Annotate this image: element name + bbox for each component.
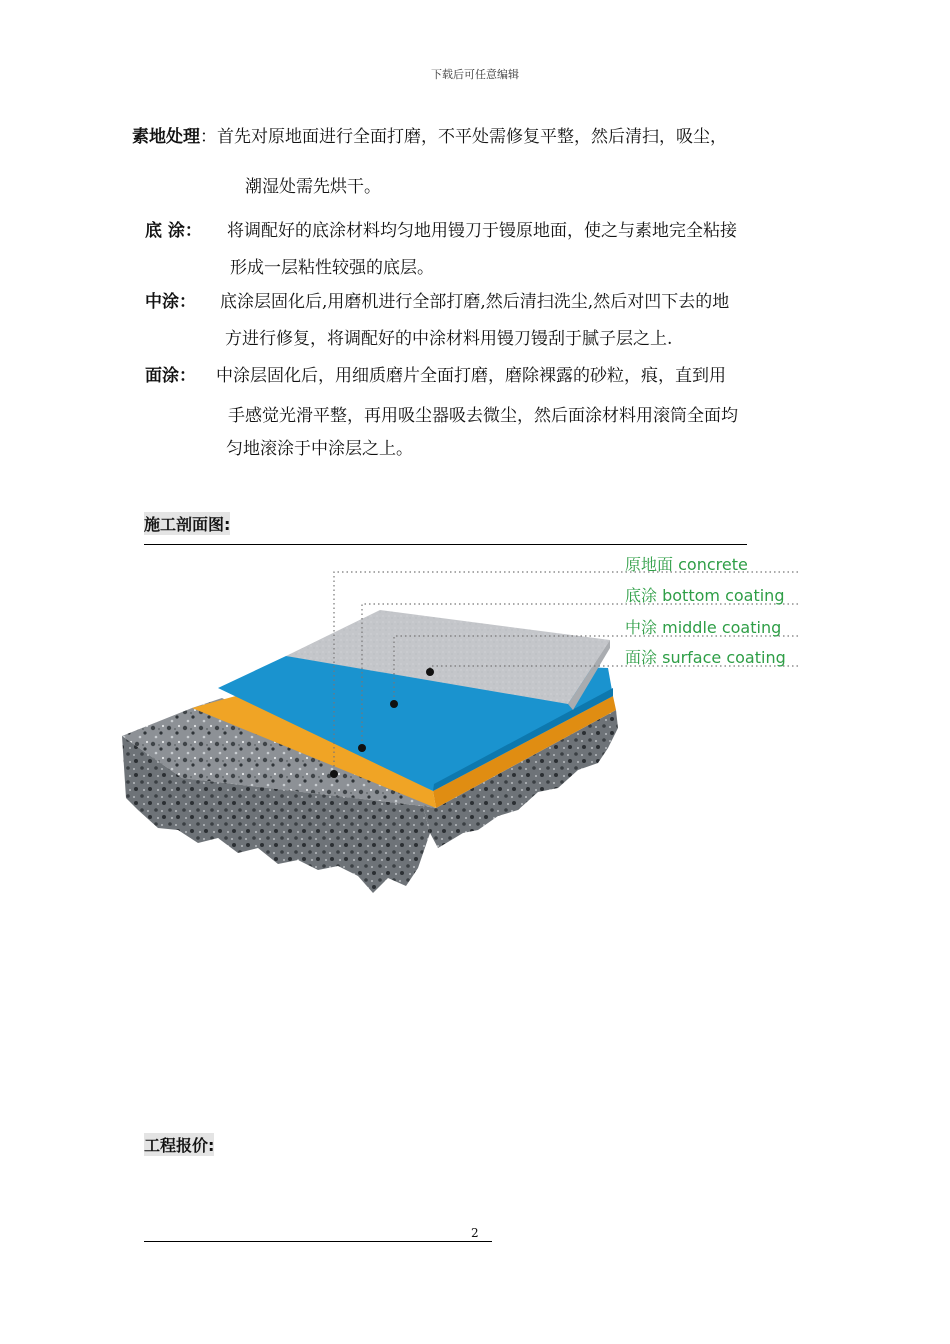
step-1-text-2: 潮湿处需先烘干。 xyxy=(245,177,381,197)
dot-middle xyxy=(390,700,398,708)
step-2-label: 底 涂： xyxy=(145,221,202,241)
legend-middle-coating: 中涂 middle coating xyxy=(625,618,782,637)
page-number: 2 xyxy=(471,1226,479,1240)
step-2-text-2: 形成一层粘性较强的底层。 xyxy=(230,258,434,278)
diagram-section-title: 施工剖面图: xyxy=(144,512,230,535)
step-1-line-1 xyxy=(132,127,727,147)
legend-bottom-coating: 底涂 bottom coating xyxy=(625,586,785,605)
step-2-text-1: 将调配好的底涂材料均匀地用镘刀于镘原地面，使之与素地完全粘接 xyxy=(227,221,737,241)
legend-surface-coating: 面涂 surface coating xyxy=(625,648,786,667)
quote-section-title: 工程报价: xyxy=(144,1133,214,1156)
step-1-colon: ： xyxy=(200,127,217,147)
step-1-text-1: 首先对原地面进行全面打磨，不平处需修复平整，然后清扫，吸尘， xyxy=(217,127,727,147)
dot-surface xyxy=(426,668,434,676)
step-1-label: 素地处理 xyxy=(132,127,200,147)
section-divider xyxy=(144,544,747,545)
footer-rule xyxy=(144,1241,492,1242)
step-3-text-2: 方进行修复，将调配好的中涂材料用镘刀镘刮于腻子层之上. xyxy=(225,329,673,349)
step-4-label: 面涂： xyxy=(145,366,196,386)
step-4-text-2: 手感觉光滑平整，再用吸尘器吸去微尘，然后面涂材料用滚筒全面均 xyxy=(228,406,738,426)
step-4-text-3: 匀地滚涂于中涂层之上。 xyxy=(226,439,413,459)
step-4-text-1: 中涂层固化后，用细质磨片全面打磨，磨除裸露的砂粒，痕，直到用 xyxy=(216,366,726,386)
legend-concrete: 原地面 concrete xyxy=(625,555,748,574)
page-header-note: 下载后可任意编辑 xyxy=(431,68,519,81)
step-3-text-1: 底涂层固化后,用磨机进行全部打磨,然后清扫洗尘,然后对凹下去的地 xyxy=(220,292,730,312)
step-3-label: 中涂： xyxy=(145,292,196,312)
dot-bottom xyxy=(358,744,366,752)
dot-concrete xyxy=(330,770,338,778)
